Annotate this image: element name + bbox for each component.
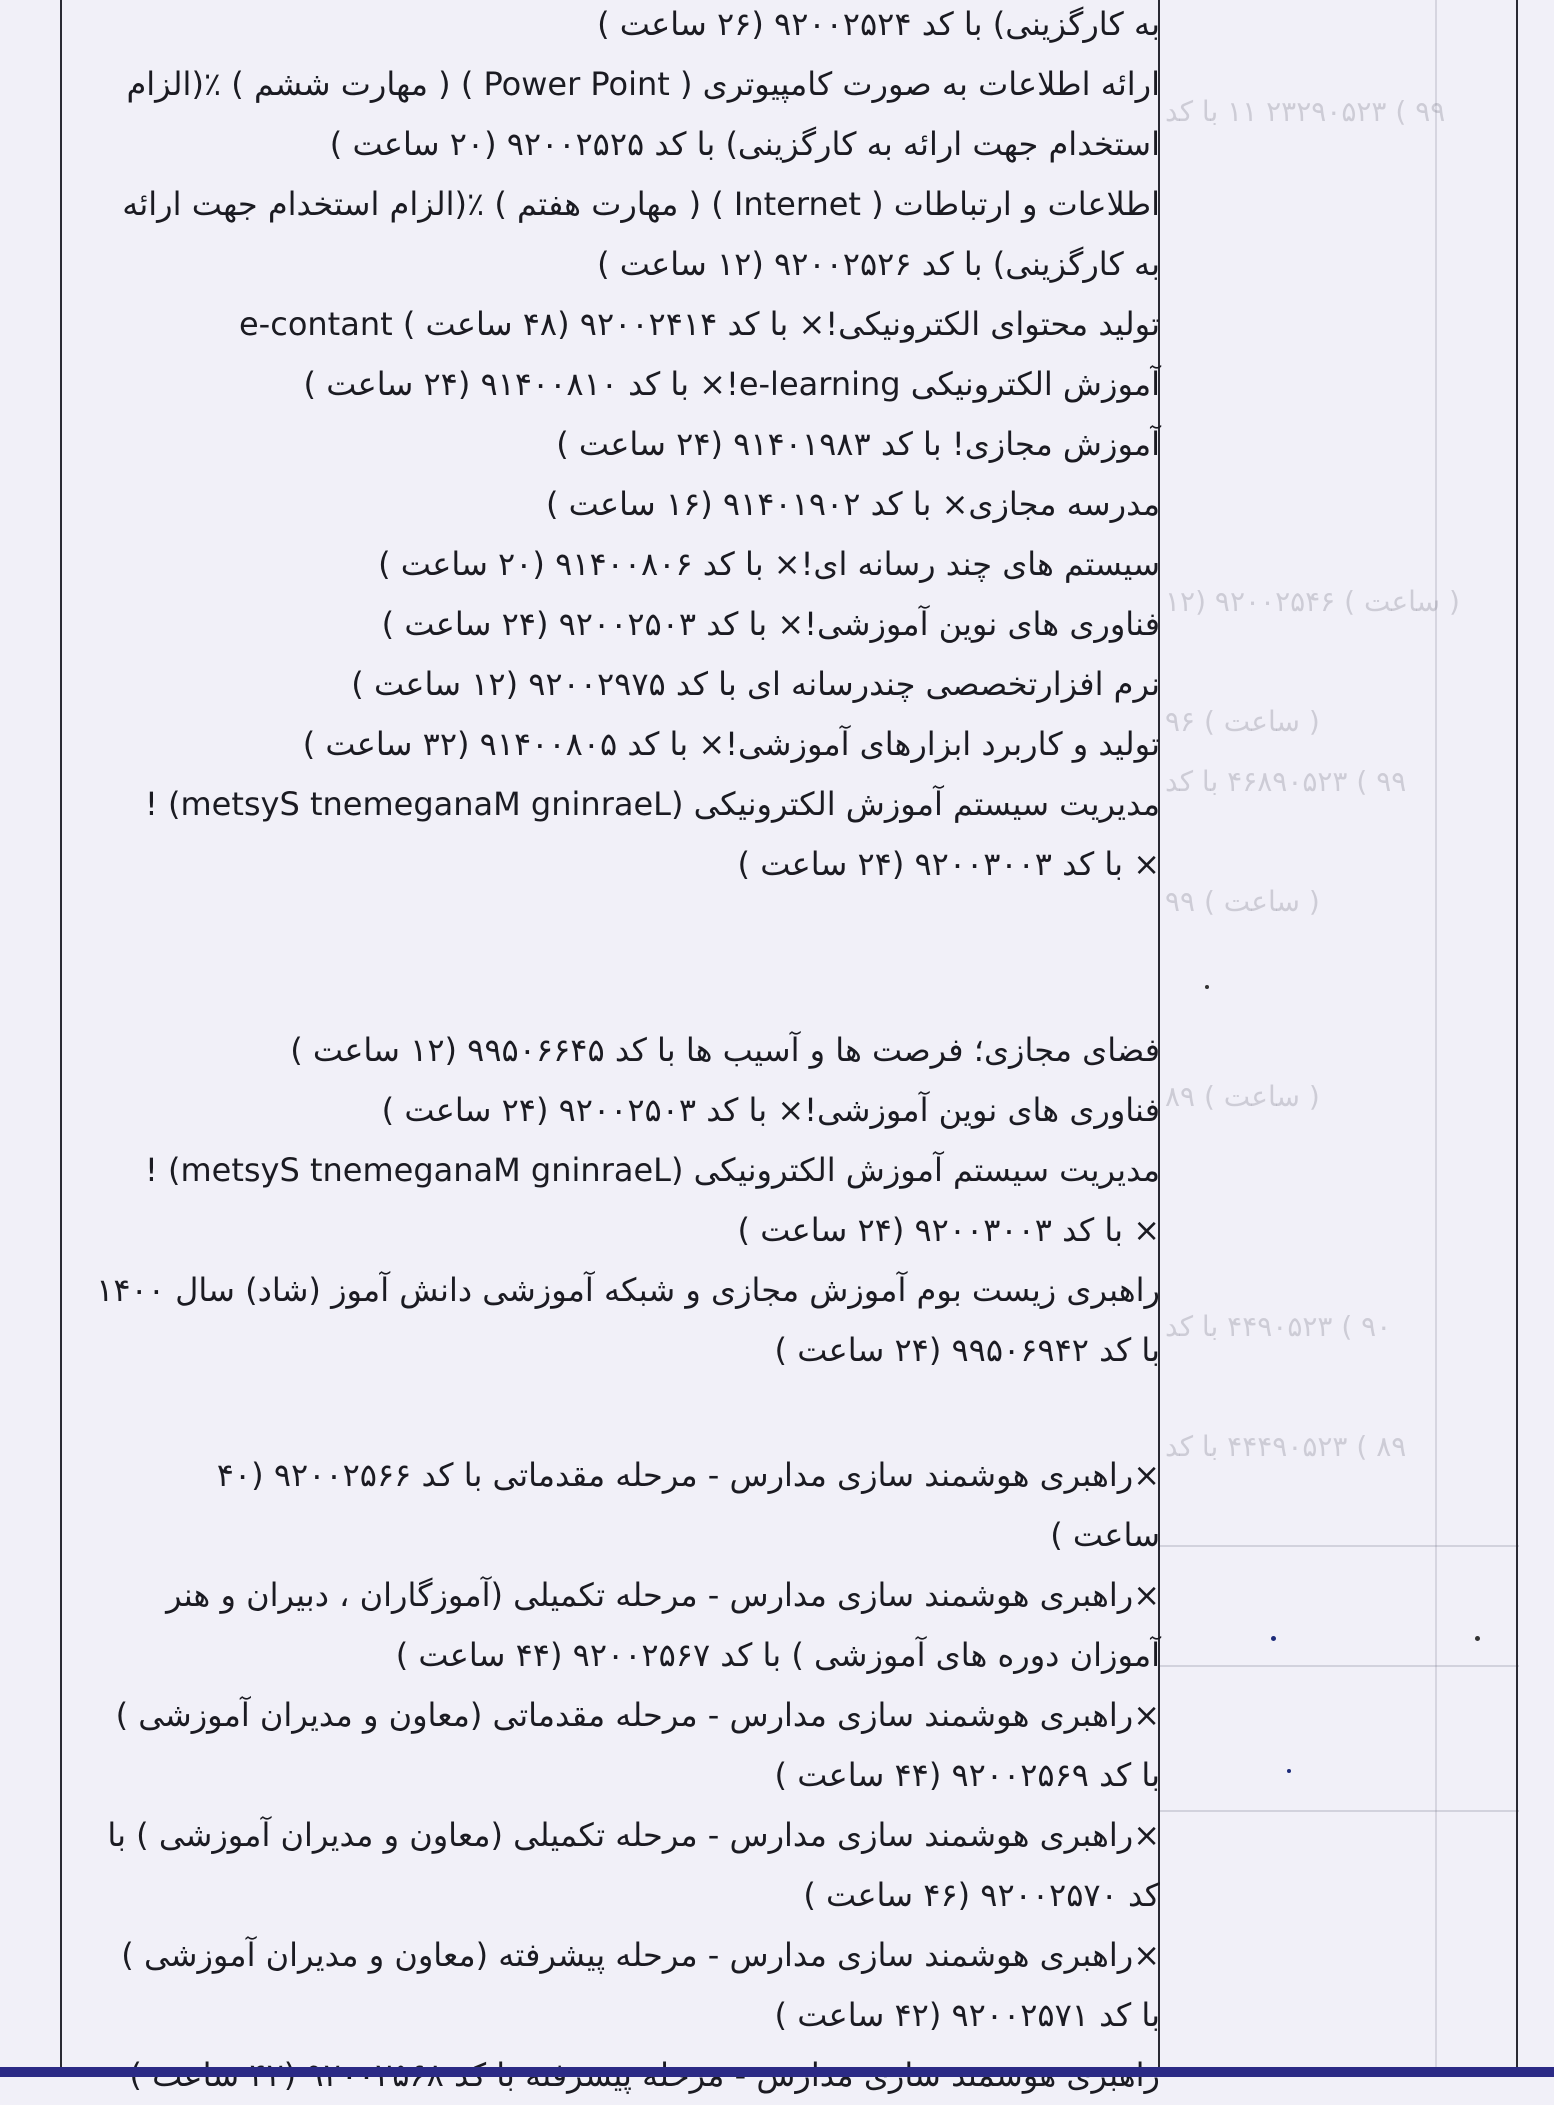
bleed-text: ( ساعت ) ۹۹ (1165, 885, 1320, 918)
table-border-right (1516, 0, 1518, 2077)
list-item: مدرسه مجازی× با کد ۹۱۴۰۱۹۰۲ (۱۶ ساعت ) (545, 485, 1160, 523)
list-item: مدیریت سیستم آموزش الکترونیکی (metsyS tnemeganaM gninraeL) ! (144, 1151, 1160, 1189)
list-item: × با کد ۹۲۰۰۳۰۰۳ (۲۴ ساعت ) (737, 1211, 1160, 1249)
list-item: مدیریت سیستم آموزش الکترونیکی (metsyS tnemeganaM gninraeL) ! (144, 785, 1160, 823)
scan-speck (1287, 1769, 1291, 1773)
list-item: ارائه اطلاعات به صورت کامپیوتری ( Power Point ) ( مهارت ششم ) ٪(الزام (126, 65, 1160, 103)
list-item: کد ۹۲۰۰۲۵۷۰ (۴۶ ساعت ) (803, 1876, 1160, 1914)
list-item: ×راهبری هوشمند سازی مدارس - مرحله مقدماتی (معاون و مدیران آموزشی ) (115, 1696, 1160, 1734)
list-item: آموزش الکترونیکی e-learning!× با کد ۹۱۴۰۰۸۱۰ (۲۴ ساعت ) (303, 365, 1160, 403)
bleed-rule (1160, 1545, 1519, 1547)
list-item: فناوری های نوین آموزشی!× با کد ۹۲۰۰۲۵۰۳ (۲۴ ساعت ) (381, 1091, 1160, 1129)
bleed-text: ۹۰ ) ۴۴۹۰۵۲۳ با کد (1165, 1310, 1392, 1343)
list-item: نرم افزارتخصصی چندرسانه ای با کد ۹۲۰۰۲۹۷۵ (۱۲ ساعت ) (351, 665, 1160, 703)
bleed-rule (1160, 1810, 1519, 1812)
list-item: با کد ۹۲۰۰۲۵۶۹ (۴۴ ساعت ) (774, 1756, 1160, 1794)
list-item: اطلاعات و ارتباطات ( Internet ) ( مهارت هفتم ) ٪(الزام استخدام جهت ارائه (122, 185, 1160, 223)
list-item: سیستم های چند رسانه ای!× با کد ۹۱۴۰۰۸۰۶ (۲۰ ساعت ) (378, 545, 1160, 583)
list-item: فناوری های نوین آموزشی!× با کد ۹۲۰۰۲۵۰۳ (۲۴ ساعت ) (381, 605, 1160, 643)
list-item: تولید و کاربرد ابزارهای آموزشی!× با کد ۹۱۴۰۰۸۰۵ (۳۲ ساعت ) (302, 725, 1160, 763)
bleed-rule (1435, 0, 1437, 2077)
bleed-text: ۹۹ ) ۲۳۲۹۰۵۲۳ ۱۱ با کد (1165, 95, 1446, 128)
list-item: آموزش مجازی! با کد ۹۱۴۰۱۹۸۳ (۲۴ ساعت ) (556, 425, 1160, 463)
scanner-edge-band (0, 2067, 1554, 2077)
list-item: به کارگزینی) با کد ۹۲۰۰۲۵۲۶ (۱۲ ساعت ) (597, 245, 1160, 283)
bleed-text: ( ساعت ) ۸۹ (1165, 1080, 1320, 1113)
list-item: ساعت ) (1050, 1516, 1160, 1554)
scan-speck (1475, 1636, 1480, 1641)
list-item: e-contant تولید محتوای الکترونیکی!× با کد ۹۲۰۰۲۴۱۴ (۴۸ ساعت ) (238, 305, 1160, 343)
bleed-text: ( ساعت ) ۹۶ (1165, 705, 1320, 738)
bleed-rule (1160, 1665, 1519, 1667)
bleed-text: ۹۹ ) ۴۶۸۹۰۵۲۳ با کد (1165, 765, 1407, 798)
list-item: استخدام جهت ارائه به کارگزینی) با کد ۹۲۰۰۲۵۲۵ (۲۰ ساعت ) (329, 125, 1160, 163)
list-item: ×راهبری هوشمند سازی مدارس - مرحله تکمیلی (آموزگاران ، دبیران و هنر (166, 1576, 1160, 1614)
list-item: آموزان دوره های آموزشی ) با کد ۹۲۰۰۲۵۶۷ (۴۴ ساعت ) (395, 1636, 1160, 1674)
bleed-text: ۸۹ ) ۴۴۴۹۰۵۲۳ با کد (1165, 1430, 1407, 1463)
list-item: × با کد ۹۲۰۰۳۰۰۳ (۲۴ ساعت ) (737, 845, 1160, 883)
scan-speck (1205, 985, 1209, 989)
bleed-text: ( ساعت ) ۹۲۰۰۲۵۴۶ (۱۲ (1165, 585, 1460, 618)
scan-speck (1271, 1636, 1276, 1641)
list-item: ×راهبری هوشمند سازی مدارس - مرحله پیشرفته (معاون و مدیران آموزشی ) (121, 1936, 1160, 1974)
list-item: ×راهبری هوشمند سازی مدارس - مرحله مقدماتی با کد ۹۲۰۰۲۵۶۶ (۴۰ (216, 1456, 1160, 1494)
course-list (62, 0, 1160, 2077)
list-item: فضای مجازی؛ فرصت ها و آسیب ها با کد ۹۹۵۰۶۶۴۵ (۱۲ ساعت ) (290, 1031, 1160, 1069)
list-item: به کارگزینی) با کد ۹۲۰۰۲۵۲۴ (۲۶ ساعت ) (597, 5, 1160, 43)
list-item: با کد ۹۲۰۰۲۵۷۱ (۴۲ ساعت ) (774, 1996, 1160, 2034)
list-item: ×راهبری هوشمند سازی مدارس - مرحله تکمیلی (معاون و مدیران آموزشی ) با (107, 1816, 1160, 1854)
list-item: راهبری زیست بوم آموزش مجازی و شبکه آموزشی دانش آموز (شاد) سال ۱۴۰۰ (96, 1271, 1160, 1309)
list-item: با کد ۹۹۵۰۶۹۴۲ (۲۴ ساعت ) (774, 1331, 1160, 1369)
